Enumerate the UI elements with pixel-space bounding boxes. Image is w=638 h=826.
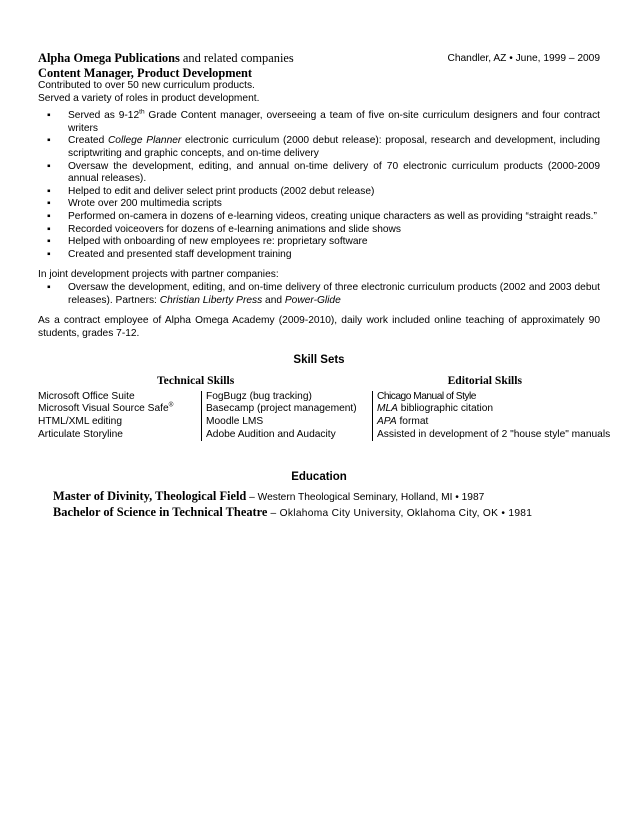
bullet-icon: ▪ (47, 281, 51, 293)
job-location-dates: Chandler, AZ • June, 1999 – 2009 (447, 53, 600, 64)
job-title: Content Manager, Product Development (38, 66, 253, 80)
list-item: ▪ Created and presented staff development training (47, 248, 292, 260)
list-item: Master of Divinity, Theological Field – Western Theological Seminary, Holland, MI • 1987 (53, 488, 485, 503)
list-item: ▪ Wrote over 200 multimedia scripts (47, 198, 222, 210)
list-item: ▪ Served as 9-12th Grade Content manager, overseeing a team of five on-site curriculum designers and four contract writers (47, 108, 600, 134)
bullet-icon: ▪ (47, 185, 51, 197)
skills-section-title: Skill Sets (293, 354, 345, 367)
bullet-icon: ▪ (47, 248, 51, 260)
bullet-icon: ▪ (47, 198, 51, 210)
joint-projects-intro: In joint development projects with partner companies: (38, 269, 279, 281)
job-summary-1: Contributed to over 50 new curriculum products. (38, 80, 255, 91)
resume-page (38, 51, 611, 521)
skills-table (37, 391, 613, 441)
list-item: ▪ Performed on-camera in dozens of e-learning videos, creating unique characters as well as providing “straight reads.” (47, 210, 597, 222)
job-summary-2: Served a variety of roles in product development. (38, 92, 260, 104)
employer-name: Alpha Omega Publications (38, 51, 180, 65)
editorial-skills-heading: Editorial Skills (447, 373, 522, 387)
bullet-icon: ▪ (47, 135, 51, 147)
bullet-icon: ▪ (47, 223, 51, 235)
list-item: ▪ Oversaw the development, editing, and on-time delivery of three electronic curriculum products (2002 and 2003 debut releases). Partners: Christian Liberty Press and Power-Glide (47, 281, 600, 306)
joint-bullets (38, 282, 600, 307)
technical-skills-heading: Technical Skills (157, 373, 235, 387)
contract-paragraph: As a contract employee of Alpha Omega Academy (2009-2010), daily work included online teaching of approximately 90 students, grades 7-12. (38, 315, 600, 339)
skills-cell: Chicago Manual of Style MLA bibliographic citation APA format Assisted in development of 2 "house style" manuals (373, 391, 614, 441)
employer (38, 51, 294, 65)
bullet-icon: ▪ (47, 236, 51, 248)
bullet-icon: ▪ (47, 110, 51, 122)
bullet-icon: ▪ (47, 160, 51, 172)
list-item: ▪ Recorded voiceovers for dozens of e-learning animations and slide shows (47, 223, 401, 235)
bullet-icon: ▪ (47, 210, 51, 222)
registered-mark-icon: ® (168, 402, 174, 410)
employer-suffix: and related companies (179, 51, 294, 65)
skills-cell: FogBugz (bug tracking) Basecamp (project management) Moodle LMS Adobe Audition and Audacity (202, 391, 373, 441)
list-item: Bachelor of Science in Technical Theatre – Oklahoma City University, Oklahoma City, OK • 1981 (53, 504, 533, 519)
job-bullets (38, 110, 600, 261)
education-list (53, 489, 600, 521)
education-section-title: Education (291, 471, 347, 484)
skills-headers (38, 375, 600, 391)
list-item: ▪ Helped to edit and deliver select print products (2002 debut release) (47, 185, 375, 197)
job-header (38, 52, 600, 66)
table-row (37, 391, 613, 441)
list-item: ▪ Oversaw the development, editing, and annual on-time delivery of 70 electronic curriculum products (2000-2009 annual releases). (47, 160, 600, 185)
list-item: ▪ Created College Planner electronic curriculum (2000 debut release): proposal, research and development, including scriptwriting and graphic concepts, and on-time delivery (47, 135, 601, 159)
list-item: ▪ Helped with onboarding of new employees re: proprietary software (47, 236, 368, 248)
skills-cell: Microsoft Office Suite Microsoft Visual Source Safe® HTML/XML editing Articulate Storyline (38, 390, 174, 440)
